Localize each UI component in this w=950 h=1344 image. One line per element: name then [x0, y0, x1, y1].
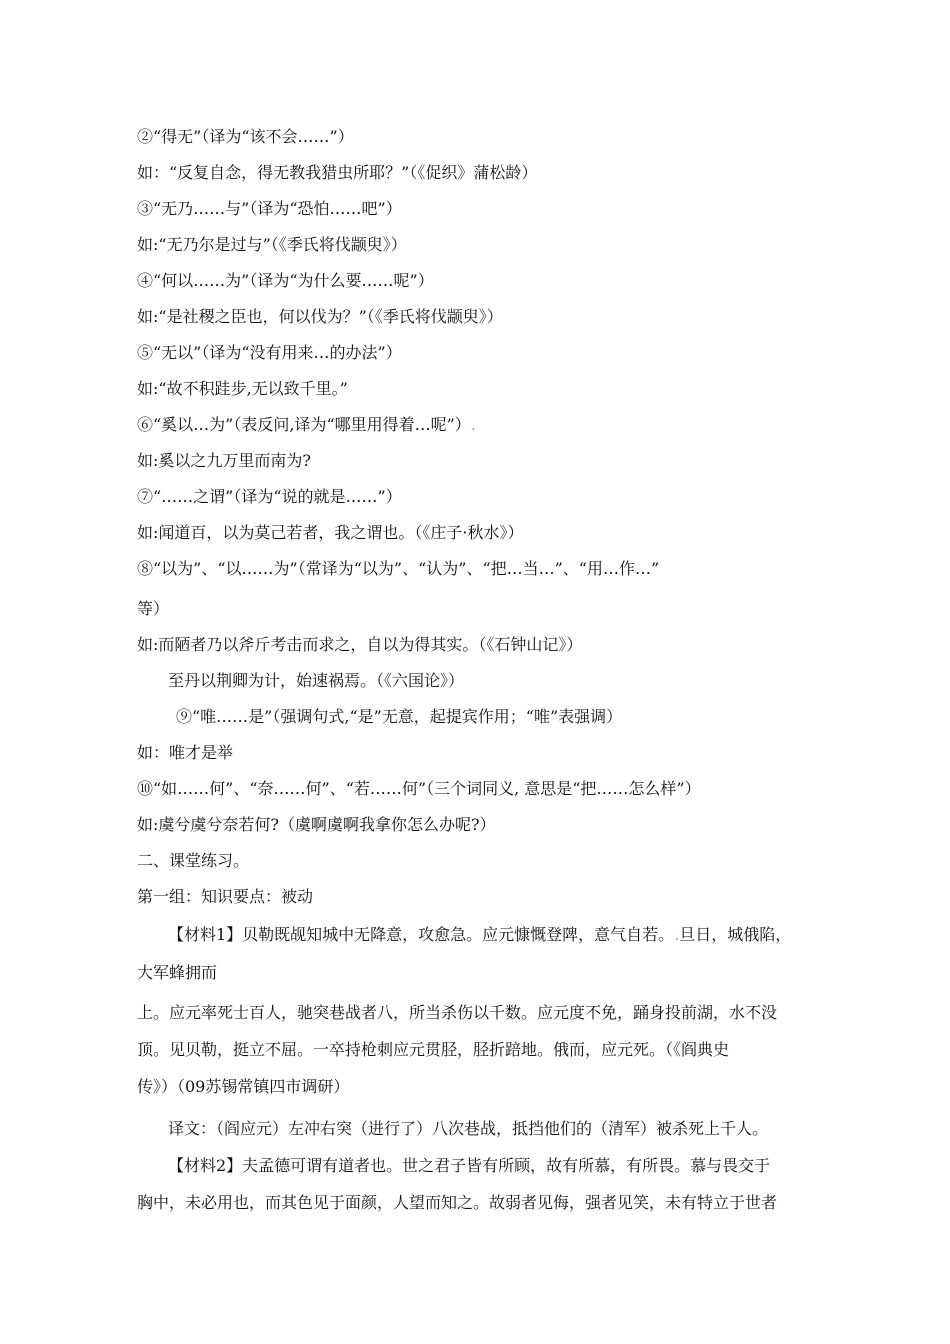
text-line: 如:“无乃尔是过与”（《季氏将伐颛臾》） — [137, 235, 407, 254]
text-line: ⑤“无以”（译为“没有用来…的办法”） — [137, 343, 402, 362]
text-line: 至丹以荆卿为计，始速祸焉。（《六国论》） — [168, 671, 465, 690]
text-line: ④“何以……为”（译为“为什么要……呢”） — [137, 271, 434, 290]
text-line: 顶。见贝勒，挺立不屈。一卒持枪刺应元贯胫，胫折踣地。俄而，应元死。（《阎典史 — [137, 1040, 730, 1059]
text-line: ⑦“……之谓”（译为“说的就是……”） — [137, 487, 402, 506]
text-line: 如：“反复自念，得无教我猎虫所耶？”（《促织》蒲松龄） — [137, 163, 538, 182]
annotation-mark: . — [674, 925, 680, 944]
text-line — [168, 924, 832, 946]
text-line: 第一组：知识要点：被动 — [137, 887, 314, 906]
text-line: 如:虞兮虞兮奈若何?（虞啊虞啊我拿你怎么办呢?） — [137, 815, 496, 834]
text-line: 如：唯才是举 — [137, 743, 234, 762]
text-line: ⑩“如……何”、“奈……何”、“若……何”（三个词同义, 意思是“把……怎么样”） — [137, 779, 701, 798]
text-span: 【材料1】贝勒既觇知城中无降意，攻愈急。应元慷慨登陴，意气自若。 — [168, 925, 675, 944]
text-line — [137, 414, 832, 436]
text-line: 译文：（阎应元）左冲右突（进行了）八次巷战，抵挡他们的（清军）被杀死上千人。 — [168, 1119, 769, 1138]
text-line: 如:奚以之九万里而南为? — [137, 451, 311, 470]
annotation-mark: . — [470, 415, 476, 434]
text-line: 上。应元率死士百人，驰突巷战者八，所当杀伤以千数。应元度不免，踊身投前湖，水不没 — [137, 1003, 778, 1022]
text-line: 如:“故不积跬步,无以致千里。” — [137, 379, 348, 398]
text-line: 胸中，未必用也，而其色见于面颜，人望而知之。故弱者见侮，强者见笑，未有特立于世者 — [137, 1193, 778, 1212]
text-line: ⑧“以为”、“以……为”（常译为“以为”、“认为”、“把…当…”、“用…作…” — [137, 559, 660, 578]
text-line: 大军蜂拥而 — [137, 963, 218, 982]
text-line: ⑨“唯……是”（强调句式,“是”无意，起提宾作用；“唯”表强调） — [176, 707, 623, 726]
text-line: 如:闻道百，以为莫己若者，我之谓也。（《庄子·秋水》） — [137, 523, 524, 542]
section-heading: 二、课堂练习。 — [137, 851, 250, 870]
text-line: 传》）（09苏锡常镇四市调研） — [137, 1077, 350, 1096]
text-line: ②“得无”（译为“该不会……”） — [137, 127, 354, 146]
text-line: ③“无乃……与”（译为“恐怕……吧”） — [137, 199, 402, 218]
text-line: 等） — [137, 599, 170, 618]
text-span: ⑥“奚以…为”（表反问,译为“哪里用得着…呢”） — [137, 415, 471, 434]
text-span: 旦日，城俄陷， — [679, 925, 792, 944]
text-line: 【材料2】夫孟德可谓有道者也。世之君子皆有所顾，故有所慕，有所畏。慕与畏交于 — [168, 1156, 771, 1175]
text-line: 如:“是社稷之臣也，何以伐为？”（《季氏将伐颛臾》） — [137, 307, 503, 326]
text-line: 如:而陋者乃以斧斤考击而求之，自以为得其实。（《石钟山记》） — [137, 635, 583, 654]
